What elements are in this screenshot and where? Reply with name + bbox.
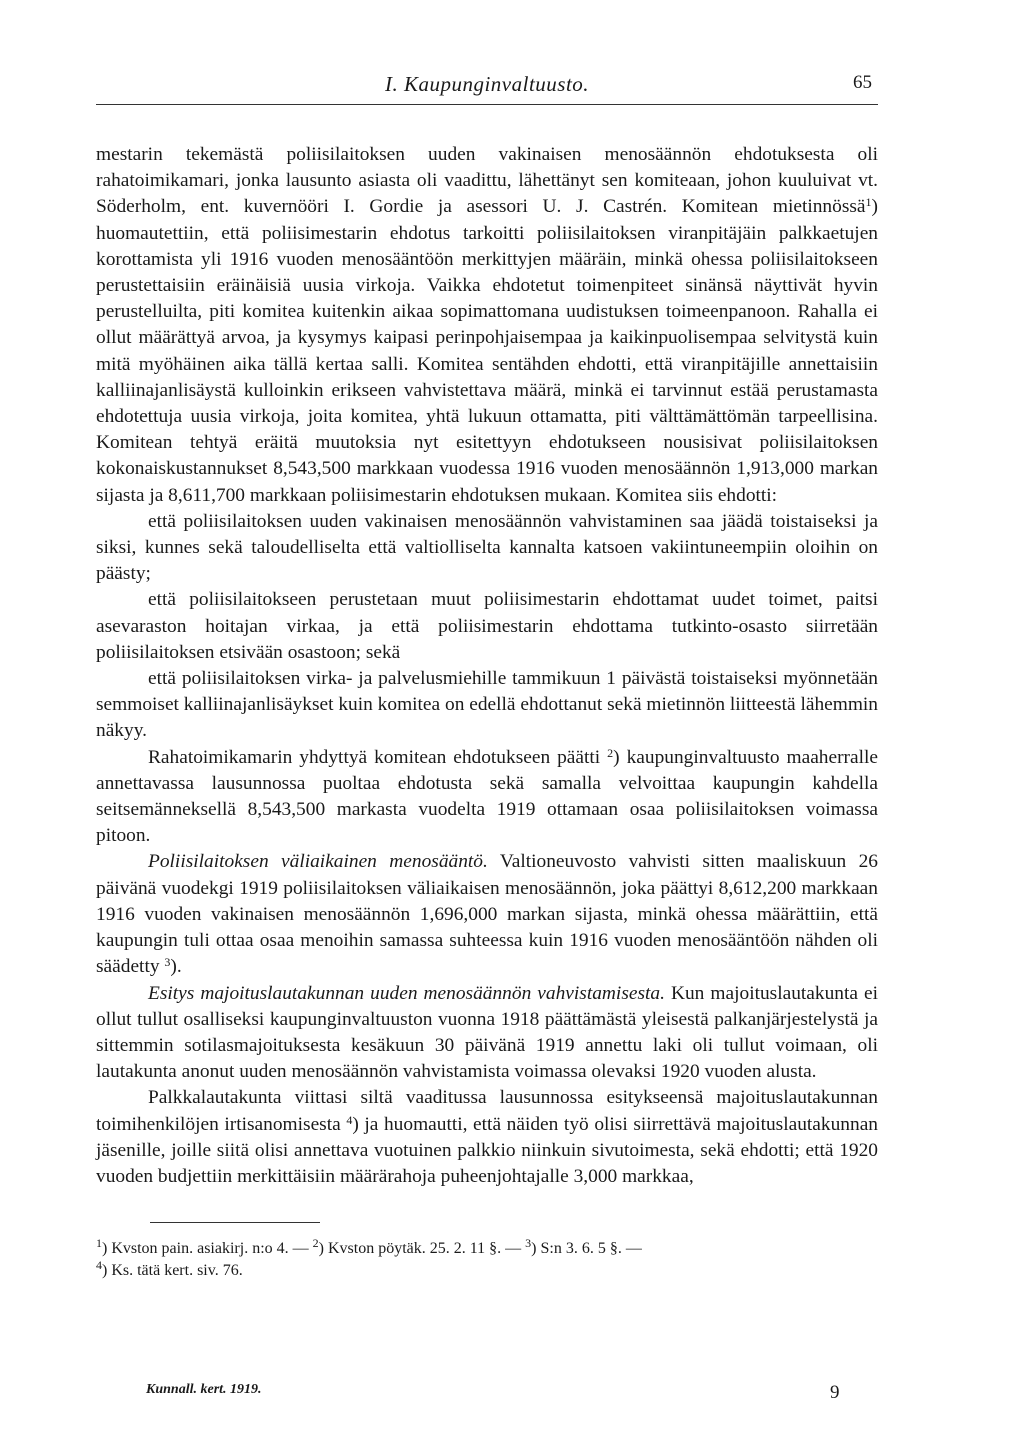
footnote-marker: 1: [865, 195, 872, 210]
paragraph: [96, 666, 878, 745]
footnote-line: [96, 1238, 886, 1260]
paragraph: [96, 142, 878, 509]
page-number: 65: [853, 72, 872, 93]
section-heading-inline: Poliisilaitoksen väliaikainen menosääntö.: [148, 851, 488, 873]
text-run: ).: [170, 956, 182, 978]
text-run: että poliisilaitokseen perustetaan muut poliisimestarin ehdottamat uudet toimet, paitsi asevaraston hoitajan virkaa, ja että poliisimestarin ehdottama tutkinto-osasto siirretään poliisilaitoksen etsivään osastoon; sekä: [96, 589, 878, 663]
text-run: Kun majoituslautakunta ei ollut tullut osalliseksi kaupunginvaltuuston vuonna 1918 päättämästä yleisestä palkanjärjestelystä ja sittemmin sotilasmajoituksesta kesäkuun 30 päivänä 1919 annettu laki oli tullut voimaan, oli lautakunta anonut uuden menosäännön vahvistamista voimassa olevaksi 1920 vuoden alusta.: [96, 982, 878, 1083]
footnote-line: [96, 1260, 886, 1282]
footer-publication: Kunnall. kert. 1919.: [146, 1382, 262, 1397]
text-run: että poliisilaitoksen uuden vakinaisen menosäännön vahvistaminen saa jäädä toistaiseksi ja siksi, kunnes sekä taloudelliselta että valtiolliselta kannalta katsoen vakiintuneempiin oloihin on päästy;: [96, 510, 878, 585]
text-run: ) huomautettiin, että poliisimestarin ehdotus tarkoitti poliisilaitoksen viranpitäjäin palkkaetujen korottamista yli 1916 vuoden menosääntöön merkittyjen määräin, minkä ohessa poliisilaitokseen perustettaisiin eräinäisiä uusia virkoja. Vaikka ehdotetut toimenpiteet sinänsä näyttivät hyvin perustelluilta, piti komitea kuitenkin aikaa sopimattomana uudistuksen toimeenpanoon. Rahalla ei ollut määrättyä arvoa, ja kysymys kaipasi perinpohjaisempaa ja kaikinpuolisempaa selvitystä kuin mitä myöhäinen aika tällä kertaa salli. Komitea sentähden ehdotti, että viranpitäjille annettaisiin kalliinajanlisäystä kulloinkin erikseen vahvistettava määrä, minkä ei tarvinnut estää perustamasta ehdotettuja uusia virkoja, joita komitea, yhtä lukuun ottamatta, piti välttämättömän tarpeellisina. Komitean tehtyä eräitä muutoksia nyt esitettyyn ehdotukseen nousisivat poliisilaitoksen kokonaiskustannukset 8,543,500 markkaan vuodessa 1916 vuoden menosäännön 1,913,000 markan sijasta ja 8,611,700 markkaan poliisimestarin ehdotuksen mukaan. Komitea siis ehdotti:: [96, 196, 878, 506]
text-run: ) kaupunginvaltuusto maaherralle annettavassa lausunnossa puoltaa ehdotusta sekä samalla velvoittaa kaupungin kahdella seitsemänneksellä 8,543,500 markasta vuodelta 1919 ottamaan osaa poliisilaitoksen voimassa pitoon.: [96, 746, 879, 847]
section-heading-inline: Esitys majoituslautakunnan uuden menosäännön vahvistamisesta.: [148, 982, 665, 1004]
paragraph: [96, 849, 878, 980]
text-run: Palkkalautakunta viittasi siltä vaaditussa lausunnossa esitykseensä majoituslautakunnan toimihenkilöjen irtisanomisesta: [96, 1087, 878, 1135]
paragraph: [96, 745, 878, 850]
footnotes: [96, 1238, 886, 1282]
paragraph: [96, 981, 878, 1086]
text-run: ) ja huomautti, että näiden työ olisi siirrettävä majoituslautakunnan jäsenille, joille siitä olisi annettava vuotuinen palkkio niinkuin sivutoimesta, sekä ehdotti; että 1920 vuoden budjettiin merkittäisiin määrärahoja puheenjohtajalle 3,000 markkaa,: [96, 1113, 878, 1187]
paragraph: [96, 509, 878, 588]
text-run: ) Ks. tätä kert. siv. 76.: [102, 1262, 243, 1279]
signature-mark: 9: [830, 1382, 840, 1403]
header-rule: [96, 104, 878, 105]
text-run: että poliisilaitoksen virka- ja palvelusmiehille tammikuun 1 päivästä toistaiseksi myönnetään semmoiset kalliinajanlisäykset kuin komitea on edellä ehdottanut sekä mietinnön liitteestä lähemmin näkyy.: [96, 668, 878, 742]
running-header: [96, 72, 878, 97]
text-run: Rahatoimikamarin yhdyttyä komitean ehdotukseen päätti: [148, 746, 608, 768]
footnote-rule: [150, 1222, 320, 1223]
footnote-marker: 4: [96, 1258, 102, 1272]
text-run: ) Kvston pöytäk. 25. 2. 11 §. —: [318, 1240, 526, 1257]
page-header-title: I. Kaupunginvaltuusto.: [384, 72, 590, 96]
body-text: [96, 142, 878, 1190]
text-run: Valtioneuvosto vahvisti sitten maaliskuun 26 päivänä vuodekgi 1919 poliisilaitoksen väliaikaisen menosäännön, joka päättyi 8,612,200 markkaan 1916 vuoden vakinaisen menosäännön 1,696,000 markan sijasta, minkä ohessa määrättiin, että kaupungin tuli ottaa osaa menoihin samassa suhteessa kuin 1916 vuoden menosääntöön nähden oli säädetty: [96, 851, 878, 978]
text-run: ) Kvston pain. asiakirj. n:o 4. —: [102, 1240, 313, 1257]
footnote-marker: 1: [96, 1236, 102, 1250]
paragraph: [96, 1085, 878, 1190]
text-run: ) S:n 3. 6. 5 §. —: [531, 1240, 642, 1257]
footnote-marker: 2: [312, 1236, 319, 1250]
footnote-marker: 4: [346, 1112, 353, 1127]
footnote-marker: 3: [164, 955, 171, 970]
footnote-marker: 2: [607, 745, 614, 760]
paragraph: [96, 587, 878, 666]
text-run: mestarin tekemästä poliisilaitoksen uuden vakinaisen menosäännön ehdotuksesta oli rahatoimikamari, jonka lausunto asiasta oli vaadittu, lähettänyt sen komiteaan, johon kuuluivat vt. Söderholm, ent. kuvernööri I. Gordie ja asessori U. J. Castrén. Komitean mietinnössä: [96, 144, 878, 218]
footnote-marker: 3: [525, 1236, 532, 1250]
